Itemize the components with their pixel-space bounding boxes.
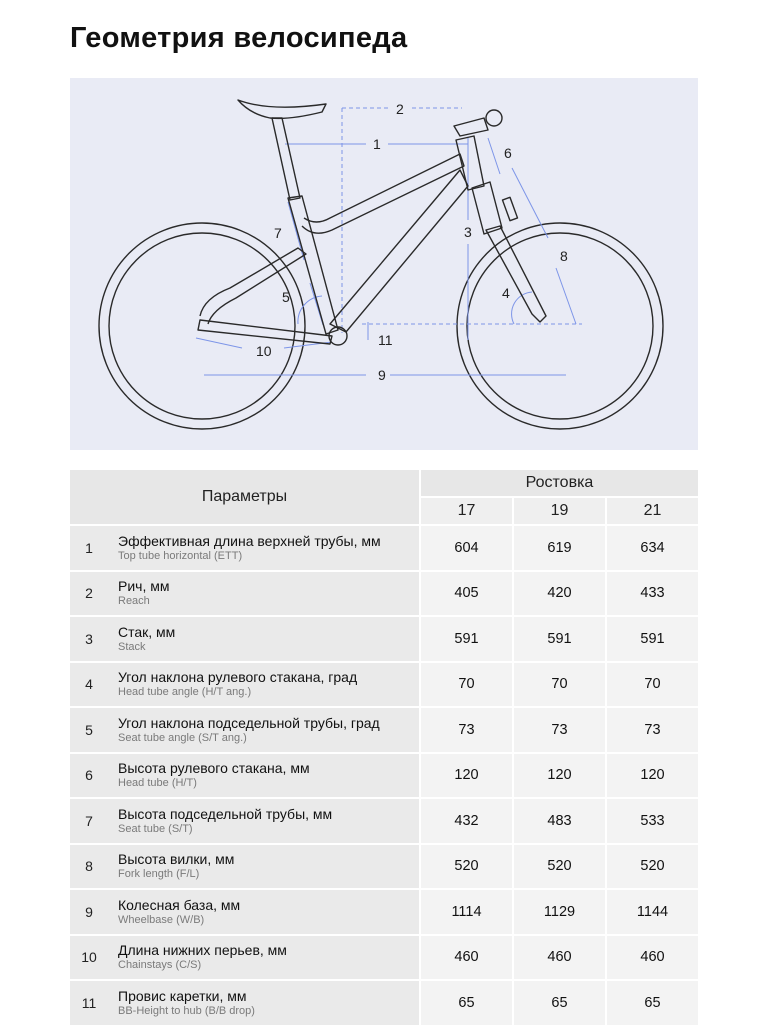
param-name	[108, 753, 420, 799]
value-cell: 120	[513, 753, 606, 799]
value-cell: 591	[513, 616, 606, 662]
rear-wheel	[99, 223, 305, 429]
param-name-en: Fork length (F/L)	[118, 868, 200, 881]
label-7: 7	[274, 225, 282, 241]
value-cell: 432	[420, 798, 513, 844]
size-col-17: 17	[420, 497, 513, 525]
row-number: 3	[70, 616, 108, 662]
value-cell: 520	[513, 844, 606, 890]
param-name-en: Stack	[118, 640, 146, 653]
param-name-ru: Эффективная длина верхней трубы, мм	[118, 532, 381, 549]
label-8: 8	[560, 248, 568, 264]
table-row	[70, 525, 698, 571]
param-name	[108, 798, 420, 844]
value-cell: 460	[513, 935, 606, 981]
row-number: 5	[70, 707, 108, 753]
value-cell: 420	[513, 571, 606, 617]
page-title: Геометрия велосипеда	[70, 22, 408, 54]
table-row	[70, 844, 698, 890]
param-name-en: Reach	[118, 595, 150, 608]
row-number: 9	[70, 889, 108, 935]
param-name	[108, 571, 420, 617]
param-name-en: Head tube angle (H/T ang.)	[118, 686, 252, 699]
param-name-ru: Высота подседельной трубы, мм	[118, 805, 333, 822]
label-5: 5	[282, 289, 290, 305]
table-row	[70, 571, 698, 617]
param-name	[108, 662, 420, 708]
param-name-ru: Провис каретки, мм	[118, 987, 247, 1004]
param-name	[108, 889, 420, 935]
table-row	[70, 889, 698, 935]
value-cell: 405	[420, 571, 513, 617]
value-cell: 591	[420, 616, 513, 662]
size-header: Ростовка	[420, 470, 698, 497]
value-cell: 520	[420, 844, 513, 890]
value-cell: 634	[606, 525, 698, 571]
bike-frame	[198, 100, 546, 345]
value-cell: 120	[606, 753, 698, 799]
param-name	[108, 844, 420, 890]
label-4: 4	[502, 285, 510, 301]
param-name	[108, 616, 420, 662]
table-row	[70, 662, 698, 708]
table-row	[70, 707, 698, 753]
value-cell: 65	[513, 980, 606, 1025]
value-cell: 1114	[420, 889, 513, 935]
param-header: Параметры	[70, 470, 420, 525]
value-cell: 460	[420, 935, 513, 981]
row-number: 8	[70, 844, 108, 890]
param-name-ru: Колесная база, мм	[118, 896, 241, 913]
value-cell: 591	[606, 616, 698, 662]
param-name-ru: Угол наклона подседельной трубы, град	[118, 714, 380, 731]
param-name-ru: Стак, мм	[118, 623, 176, 640]
label-10: 10	[256, 343, 272, 359]
value-cell: 73	[606, 707, 698, 753]
value-cell: 73	[513, 707, 606, 753]
value-cell: 433	[606, 571, 698, 617]
table-row	[70, 616, 698, 662]
table-row	[70, 935, 698, 981]
param-name-ru: Угол наклона рулевого стакана, град	[118, 669, 358, 686]
value-cell: 65	[606, 980, 698, 1025]
value-cell: 70	[513, 662, 606, 708]
param-name-en: Seat tube angle (S/T ang.)	[118, 731, 247, 744]
value-cell: 604	[420, 525, 513, 571]
param-name-en: Seat tube (S/T)	[118, 822, 193, 835]
value-cell: 520	[606, 844, 698, 890]
value-cell: 120	[420, 753, 513, 799]
geometry-table	[70, 470, 698, 1025]
label-1: 1	[373, 136, 381, 152]
param-name-ru: Высота рулевого стакана, мм	[118, 760, 310, 777]
value-cell: 70	[420, 662, 513, 708]
param-name-ru: Длина нижних перьев, мм	[118, 942, 287, 959]
param-name	[108, 980, 420, 1025]
value-cell: 1129	[513, 889, 606, 935]
param-name-en: Head tube (H/T)	[118, 777, 197, 790]
param-name	[108, 935, 420, 981]
row-number: 2	[70, 571, 108, 617]
param-name-en: BB-Height to hub (B/B drop)	[118, 1004, 255, 1017]
value-cell: 1144	[606, 889, 698, 935]
param-name-ru: Высота вилки, мм	[118, 851, 235, 868]
row-number: 1	[70, 525, 108, 571]
row-number: 6	[70, 753, 108, 799]
row-number: 10	[70, 935, 108, 981]
label-6: 6	[504, 145, 512, 161]
bike-geometry-diagram	[70, 78, 698, 450]
size-col-21: 21	[606, 497, 698, 525]
param-name-en: Top tube horizontal (ETT)	[118, 549, 243, 562]
label-11: 11	[378, 332, 393, 348]
param-name	[108, 525, 420, 571]
size-col-19: 19	[513, 497, 606, 525]
row-number: 4	[70, 662, 108, 708]
row-number: 7	[70, 798, 108, 844]
value-cell: 460	[606, 935, 698, 981]
value-cell: 70	[606, 662, 698, 708]
param-name-en: Wheelbase (W/B)	[118, 913, 205, 926]
row-number: 11	[70, 980, 108, 1025]
table-row	[70, 753, 698, 799]
value-cell: 65	[420, 980, 513, 1025]
param-name-en: Chainstays (C/S)	[118, 959, 202, 972]
table-row	[70, 798, 698, 844]
value-cell: 483	[513, 798, 606, 844]
value-cell: 533	[606, 798, 698, 844]
label-2: 2	[396, 101, 404, 117]
label-3: 3	[464, 224, 472, 240]
param-name-ru: Рич, мм	[118, 578, 170, 595]
value-cell: 619	[513, 525, 606, 571]
param-name	[108, 707, 420, 753]
table-row	[70, 980, 698, 1025]
value-cell: 73	[420, 707, 513, 753]
label-9: 9	[378, 367, 386, 383]
